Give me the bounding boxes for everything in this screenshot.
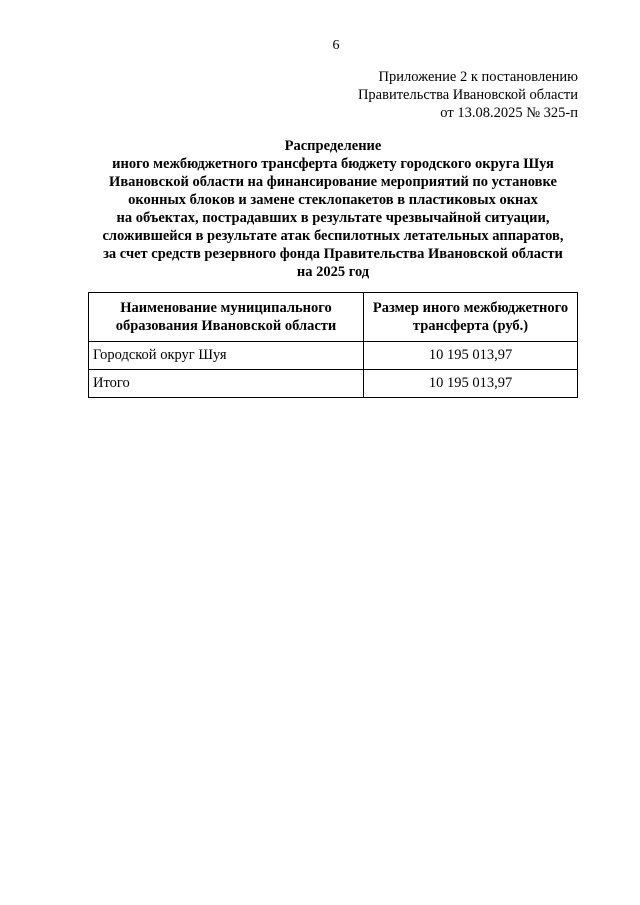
header-municipality xyxy=(89,293,364,342)
transfer-distribution-table xyxy=(88,292,578,398)
title-line: сложившейся в результате атак беспилотных летательных аппаратов, xyxy=(102,228,564,244)
header-amount xyxy=(364,293,578,342)
appendix-line-2: Правительства Ивановской области xyxy=(357,87,578,103)
title-heading: Распределение xyxy=(284,138,382,154)
appendix-line-3: от 13.08.2025 № 325-п xyxy=(440,105,578,121)
header-amount-line-1: Размер иного межбюджетного xyxy=(372,300,569,316)
municipality-name-cell: Городской округ Шуя xyxy=(89,342,364,370)
header-municipality-line-1: Наименование муниципального xyxy=(120,300,332,316)
title-line: оконных блоков и замене стеклопакетов в пластиковых окнах xyxy=(128,192,538,208)
total-label-cell: Итого xyxy=(89,370,364,398)
header-amount-line-2: трансферта (руб.) xyxy=(412,318,529,334)
title-line: Ивановской области на финансирование мероприятий по установке xyxy=(109,174,557,190)
total-amount-cell: 10 195 013,97 xyxy=(364,370,578,398)
appendix-reference xyxy=(358,68,578,122)
document-title xyxy=(88,137,578,281)
title-line: на объектах, пострадавших в результате чрезвычайной ситуации, xyxy=(116,210,550,226)
page-number: 6 xyxy=(332,38,340,53)
title-line: на 2025 год xyxy=(296,264,370,280)
header-municipality-line-2: образования Ивановской области xyxy=(115,318,337,334)
appendix-line-1: Приложение 2 к постановлению xyxy=(378,69,578,85)
table-row xyxy=(89,342,578,370)
title-line: иного межбюджетного трансферта бюджету городского округа Шуя xyxy=(112,156,554,172)
amount-cell: 10 195 013,97 xyxy=(364,342,578,370)
table-row-total xyxy=(89,370,578,398)
title-line: за счет средств резервного фонда Правительства Ивановской области xyxy=(103,246,563,262)
table-header-row xyxy=(89,293,578,342)
